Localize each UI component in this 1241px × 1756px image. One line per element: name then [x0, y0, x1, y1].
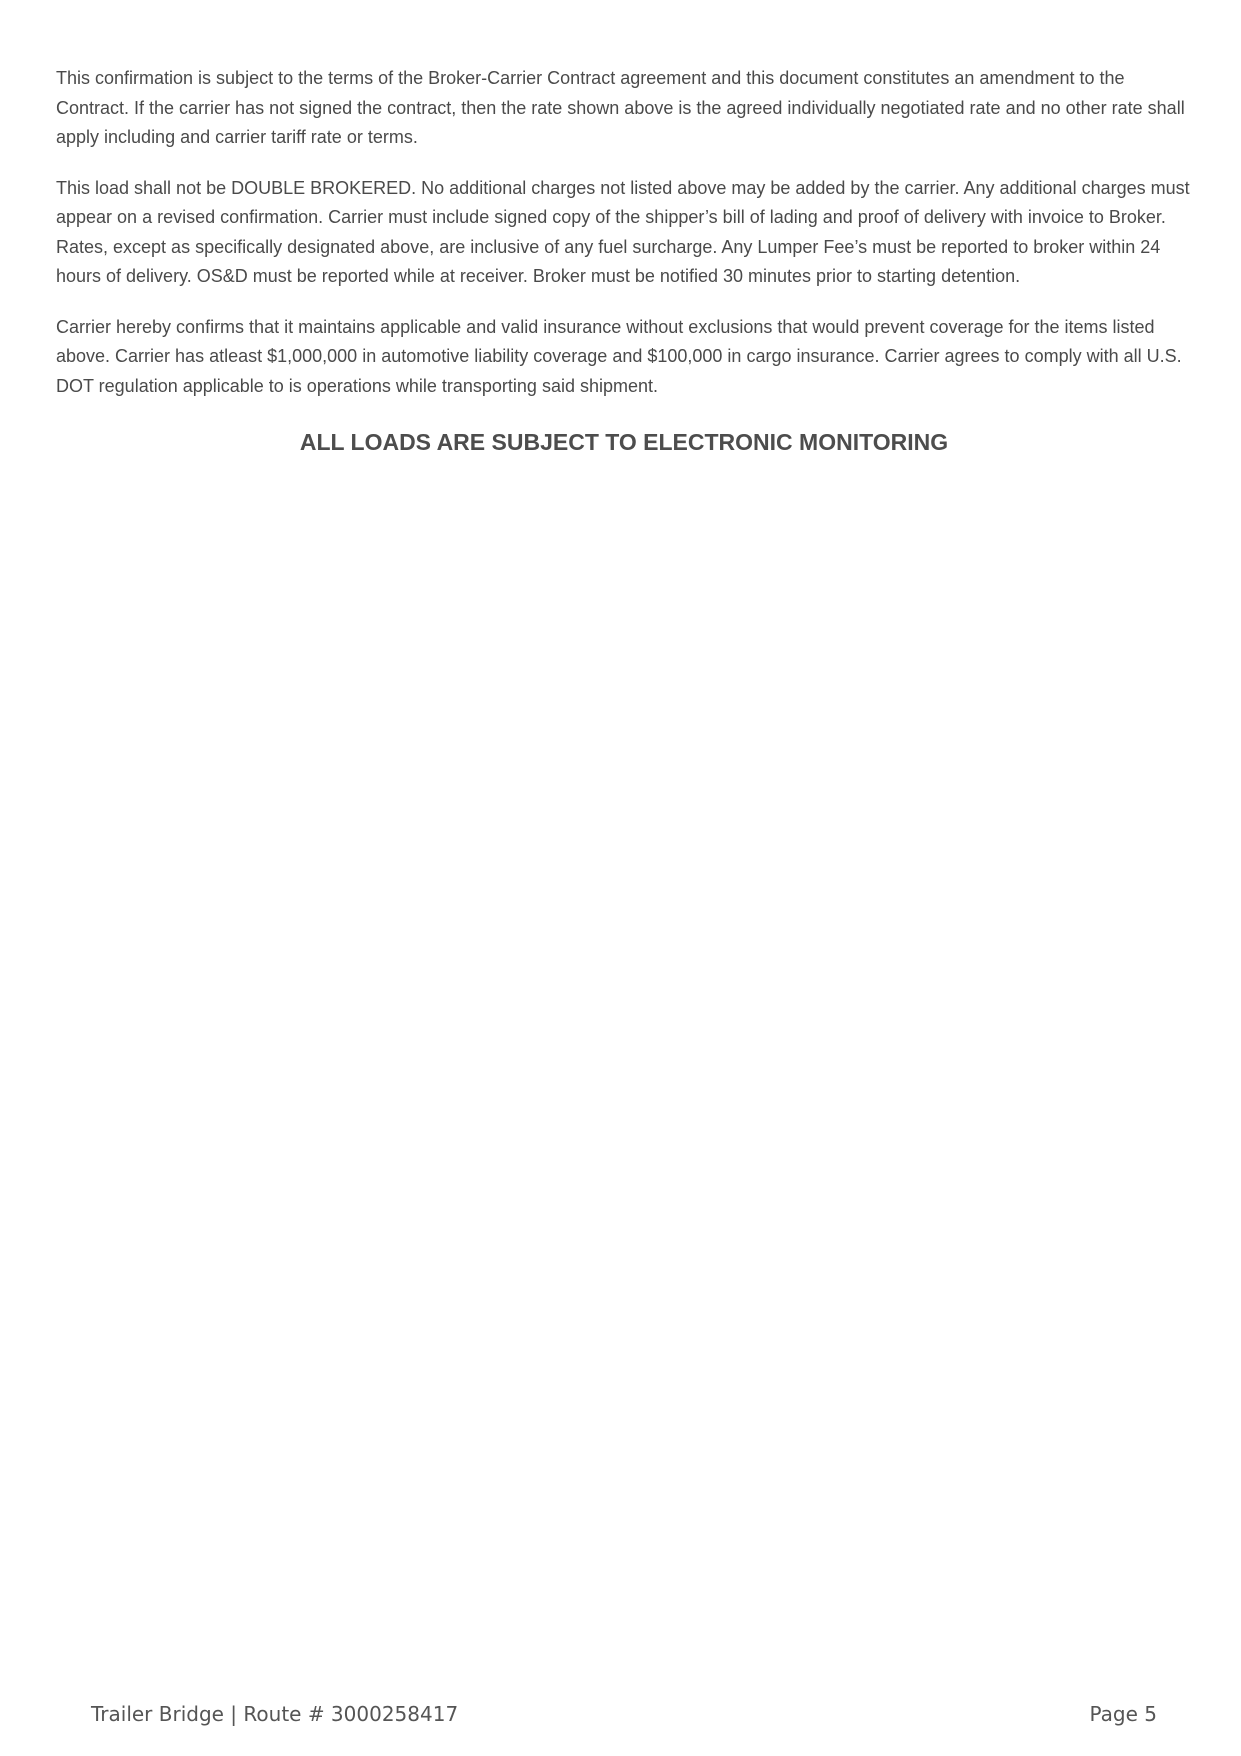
load-terms-paragraph: This load shall not be DOUBLE BROKERED. No additional charges not listed above may be added by the carrier. Any additional charges must appear on a revised confirmation. Carrier must include signed copy of the shipper’s bill of lading and proof of delivery with invoice to Broker. Rates, except as specifically designated above, are inclusive of any fuel surcharge. Any Lumper Fee’s must be reported to broker within 24 hours of delivery. OS&D must be reported while at receiver. Broker must be notified 30 minutes prior to starting detention. [56, 177, 1190, 286]
contract-terms-paragraph: This confirmation is subject to the terms of the Broker-Carrier Contract agreement and this document constitutes an amendment to the Contract. If the carrier has not signed the contract, then the rate shown above is the agreed individually negotiated rate and no other rate shall apply including and carrier tariff rate or terms. [56, 68, 1185, 147]
monitoring-notice: ALL LOADS ARE SUBJECT TO ELECTRONIC MONITORING [299, 429, 949, 455]
page-footer [91, 1702, 1157, 1726]
insurance-terms-paragraph: Carrier hereby confirms that it maintains applicable and valid insurance without exclusions that would prevent coverage for the items listed above. Carrier has atleast $1,000,000 in automotive liability coverage and $100,000 in cargo insurance. Carrier agrees to comply with all U.S. DOT regulation applicable to is operations while transporting said shipment. [56, 316, 1182, 396]
footer-route-label: Trailer Bridge | Route # 3000258417 [91, 1702, 459, 1726]
terms-section [56, 64, 1192, 456]
footer-page-number: Page 5 [1089, 1702, 1157, 1726]
